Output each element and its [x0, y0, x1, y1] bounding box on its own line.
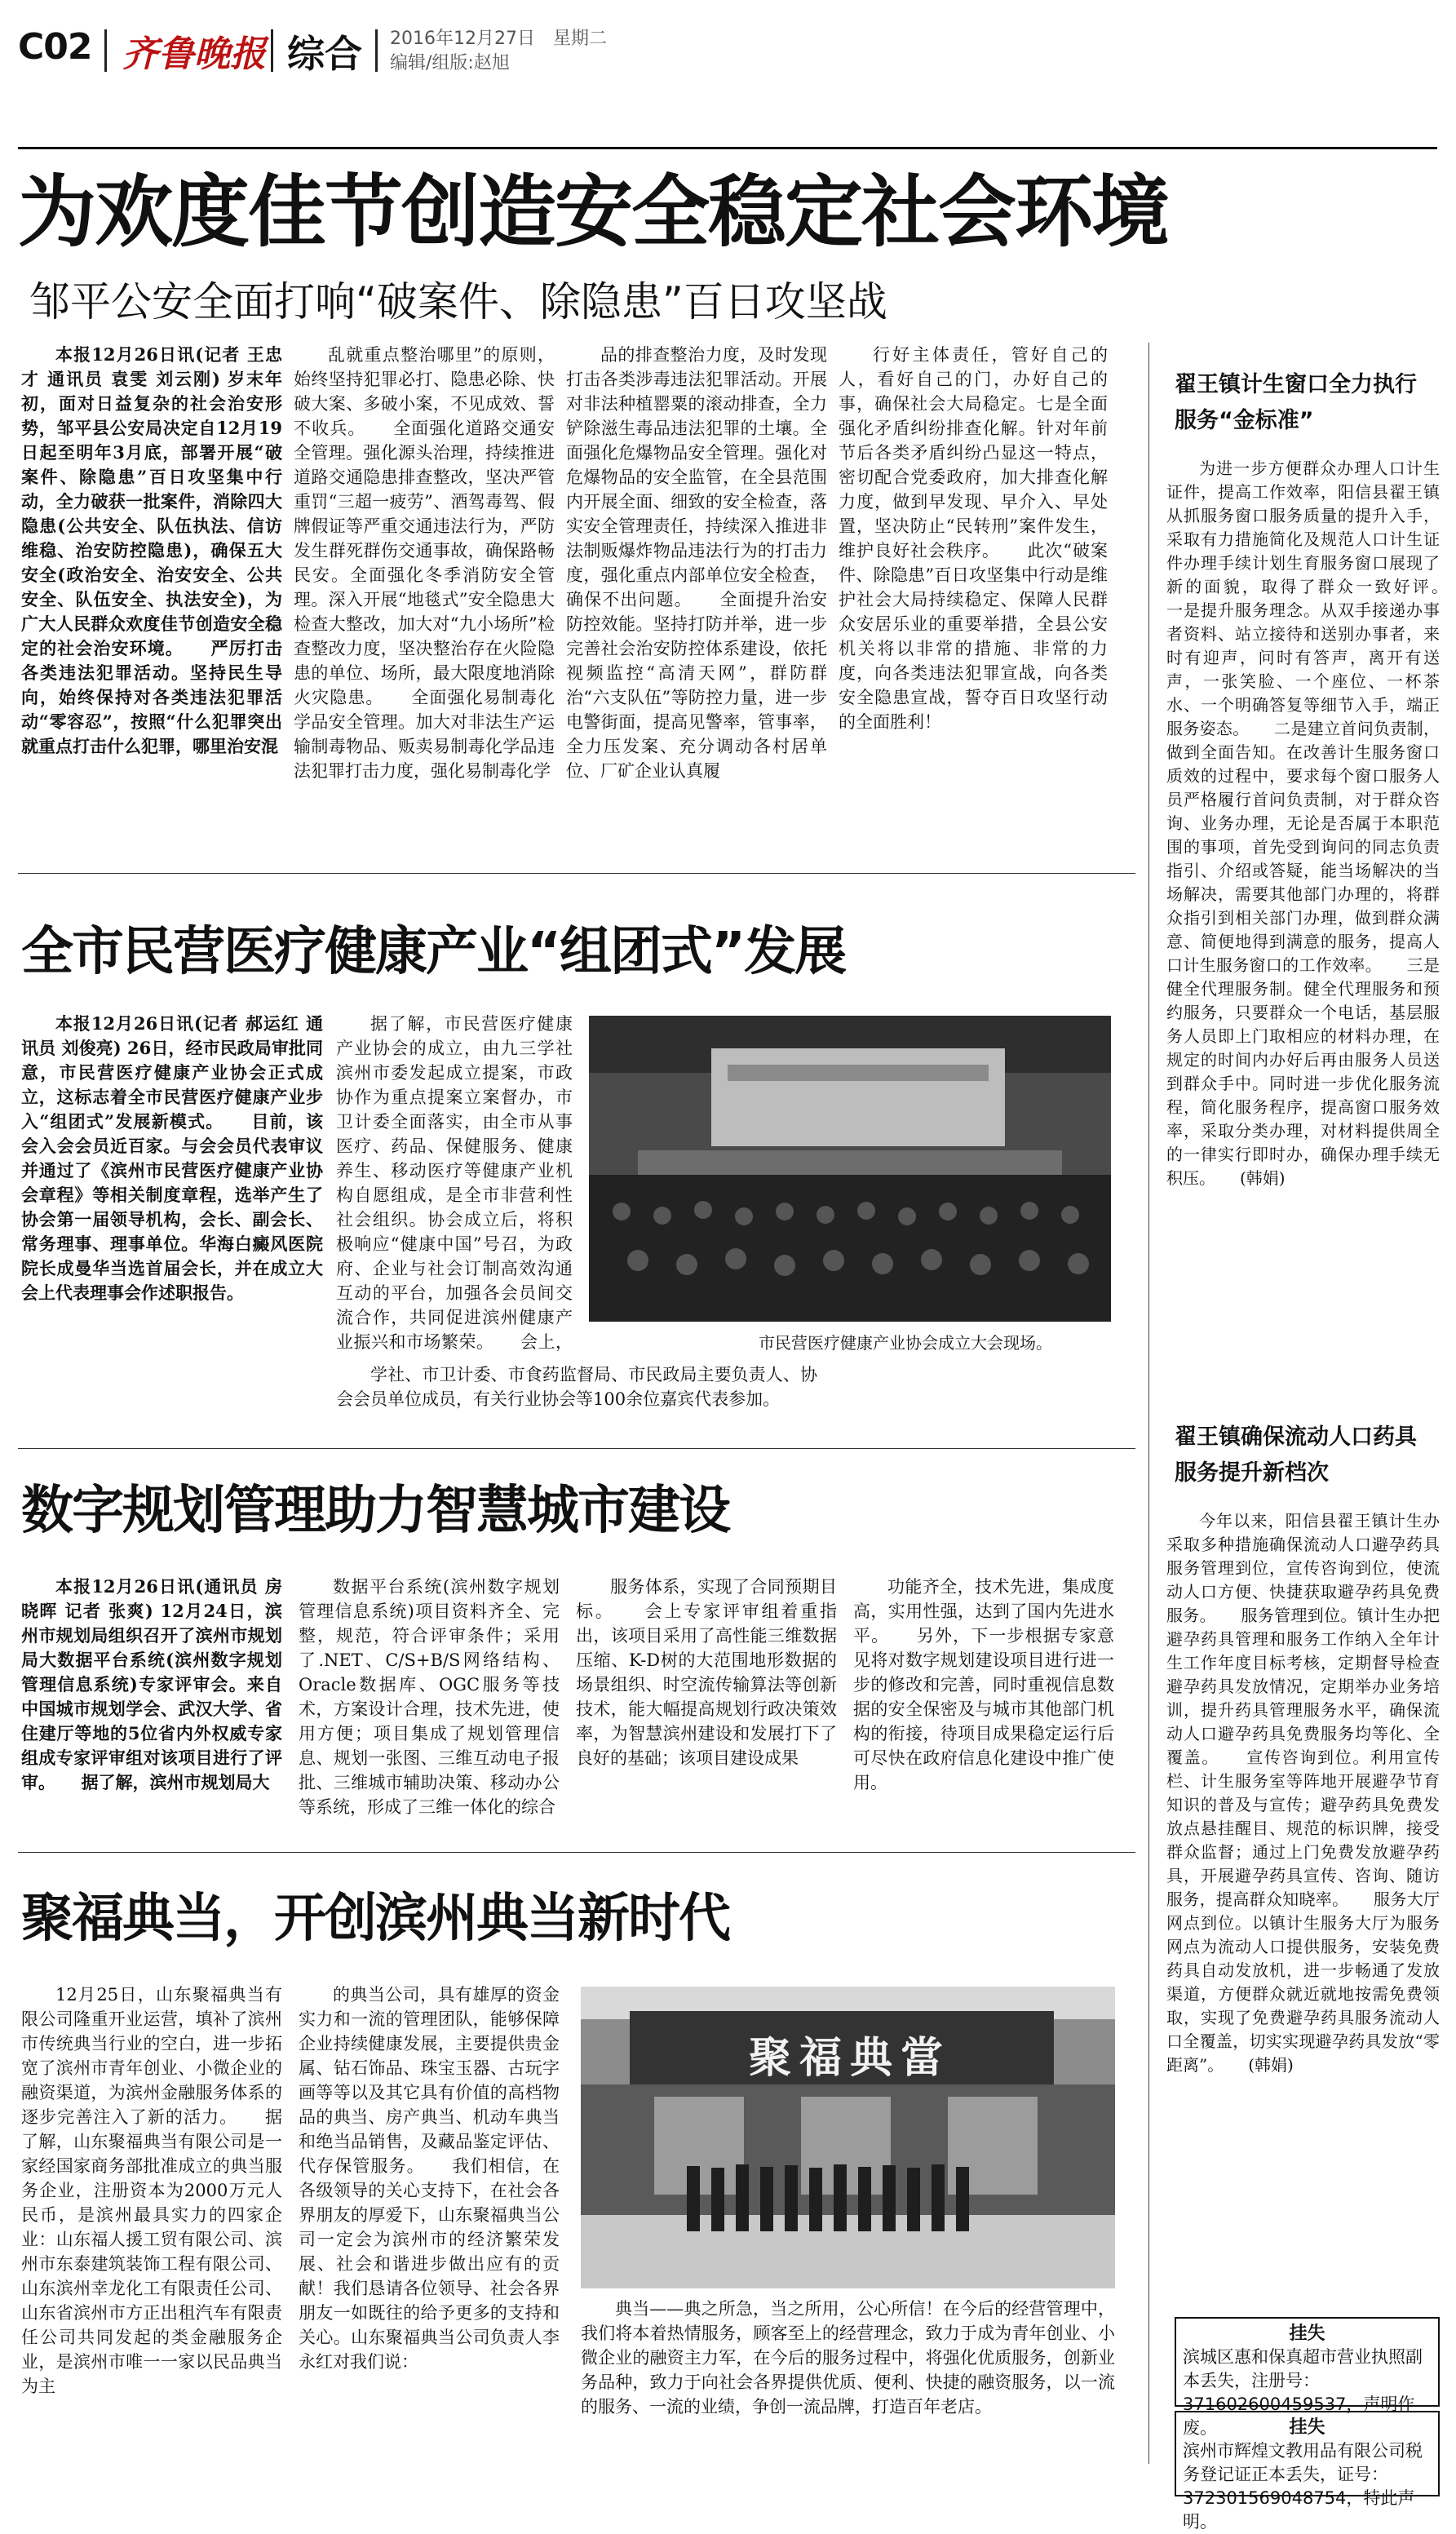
notice-title: 挂失	[1289, 2417, 1325, 2438]
sidebar-rule	[1148, 343, 1149, 2464]
lost-notice	[1175, 2411, 1440, 2532]
header-divider	[375, 29, 378, 72]
storefront-photo	[581, 1987, 1115, 2288]
header-divider	[271, 29, 273, 72]
section-name: 综合	[287, 32, 362, 76]
sidebar-article2-title: 翟王镇确保流动人口药具服务提升新档次	[1175, 1424, 1417, 1486]
article1-column: 乱就重点整治哪里”的原则，始终坚持犯罪必打、隐患必除、快破大案、多破小案，不见成效、誓不收兵。 全面强化道路交通安全管理。强化源头治理，持续推进道路交通隐患排查整改，坚决严管重罚“三超一疲劳”、酒驾毒驾、假牌假证等严重交通违法行为，严防发生群死群伤交通事故，确保路畅民安。全面强化冬季消防安全管理。深入开展“地毯式”安全隐患大检查大整改，加大对“九小场所”检查整改力度，坚决整治存在火险隐患的单位、场所，最大限度地消除火灾隐患。 全面强化易制毒化学品安全管理。加大对非法生产运输制毒物品、贩卖易制毒化学品违法犯罪打击力度，强化易制毒化学	[294, 345, 555, 781]
section-divider	[18, 873, 1135, 874]
sidebar-article2-body: 今年以来，阳信县翟王镇计生办采取多种措施确保流动人口避孕药具服务管理到位，宣传咨询到位，使流动人口方便、快捷获取避孕药具免费服务。 服务管理到位。镇计生办把避孕药具管理和服务工作纳入全年计生工作年度目标考核，定期督导检查避孕药具发放情况，定期举办业务培训，提升药具管理服务水平，确保流动人口避孕药具免费服务均等化、全覆盖。 宣传咨询到位。利用宣传栏、计生服务室等阵地开展避孕节育知识的普及与宣传；避孕药具免费发放点悬挂醒目、规范的标识牌，接受群众监督；通过上门免费发放避孕药具，开展避孕药具宣传、咨询、随访服务，提高群众知晓率。 服务大厅网点到位。以镇计生服务大厅为服务网点为流动人口提供服务，安装免费药具自动发放机，进一步畅通了发放渠道，方便群众就近就地按需免费领取，实现了免费避孕药具服务流动人口全覆盖，切实实现避孕药具发放“零距离”。 (韩娟)	[1166, 1511, 1440, 2075]
article2-title: 全市民营医疗健康产业“组团式”发展	[21, 922, 846, 982]
newspaper-logo: 齐鲁晚报	[122, 33, 266, 75]
article4-column: 典当——典之所急，当之所用，公心所信！在今后的经营管理中，我们将本着热情服务，顾客至上的经营理念，致力于成为青年创业、小微企业的融资主力军，在今后的服务过程中，将强化优质服务，创新业务品种，致力于向社会各界提供优质、便利、快捷的融资服务，以一流的服务、一流的业绩，争创一流品牌，打造百年老店。	[581, 2299, 1115, 2417]
article3-column: 本报12月26日讯(通讯员 房晓晖 记者 张爽) 12月24日，滨州市规划局组织召开了滨州市规划局大数据平台系统(滨州数字规划管理信息系统)专家评审会。来自中国城市规划学会、武汉大学、省住建厅等地的5位省内外权威专家组成专家评审组对该项目进行了评审。 据了解，滨州市规划局大	[21, 1576, 282, 1792]
article1-subtitle: 邹平公安全面打响“破案件、除隐患”百日攻坚战	[29, 278, 887, 326]
issue-date: 2016年12月27日 星期二	[390, 29, 607, 49]
notice-body: 滨州市辉煌文教用品有限公司税务登记证正本丢失，证号：372301569048754，特此声明。	[1183, 2441, 1423, 2532]
article3-column: 数据平台系统(滨州数字规划管理信息系统)项目资料齐全、完整，规范，符合评审条件；采用了.NET、C/S+B/S网络结构、Oracle数据库、OGC服务等技术，方案设计合理，技术先进，使用方便；项目集成了规划管理信息、规划一张图、三维互动电子报批、三维城市辅助决策、移动办公等系统，形成了三维一体化的综合	[299, 1577, 560, 1817]
header-divider	[104, 29, 107, 72]
section-divider	[18, 1448, 1135, 1449]
article3-title: 数字规划管理助力智慧城市建设	[21, 1481, 729, 1541]
sidebar-article1-body: 为进一步方便群众办理人口计生证件，提高工作效率，阳信县翟王镇从抓服务窗口服务质量的提升入手，采取有力措施简化及规范人口计生证件办理手续计划生育服务窗口展现了新的面貌，取得了群众一致好评。 一是提升服务理念。从双手接递办事者资料、站立接待和送别办事者，来时有迎声，问时有答声，离开有送声，一张笑脸、一个座位、一杯茶水、一个明确答复等细节入手，端正服务姿态。 二是建立首问负责制，做到全面告知。在改善计生服务窗口质效的过程中，要求每个窗口服务人员严格履行首问负责制，对于群众咨询、业务办理，无论是否属于本职范围的事项，首先受到询问的同志负责指引、介绍或答疑，能当场解决的当场解决，需要其他部门办理的，将群众指引到相关部门办理，做到群众满意、简便地得到满意的服务，提高人口计生服务窗口的工作效率。 三是健全代理服务制。健全代理服务和预约服务，只要群众一个电话，基层服务人员即上门取相应的材料办理，在规定的时间内办好后再由服务人员送到群众手中。同时进一步优化服务流程，简化服务程序，提高窗口服务效率，采取分类办理，对材料提供周全的一律实行即时办，确保办理手续无积压。 (韩娟)	[1166, 459, 1440, 1188]
article1-column: 品的排查整治力度，及时发现打击各类涉毒违法犯罪活动。开展对非法种植罂粟的滚动排查，全力铲除滋生毒品违法犯罪的土壤。全面强化危爆物品安全管理。强化对危爆物品的安全监管，在全县范围内开展全面、细致的安全检查，落实安全管理责任，持续深入推进非法制贩爆炸物品违法行为的打击力度，强化重点内部单位安全检查，确保不出问题。 全面提升治安防控效能。坚持打防并举，进一步完善社会治安防控体系建设，依托视频监控“高清天网”，群防群治“六支队伍”等防控力量，进一步电警街面，提高见警率，管事率，全力压发案、充分调动各村居单位、厂矿企业认真履	[566, 345, 827, 781]
lost-notice	[1175, 2317, 1440, 2438]
article1-column: 行好主体责任，管好自己的人，看好自己的门，办好自己的事，确保社会大局稳定。七是全面强化矛盾纠纷排查化解。针对年前节后各类矛盾纠纷凸显这一特点，密切配合党委政府，加大排查化解力度，做到早发现、早介入、早处置，坚决防止“民转刑”案件发生，维护良好社会秩序。 此次“破案件、除隐患”百日攻坚集中行动是维护社会大局持续稳定、保障人民群众安居乐业的重要举措，全县公安机关将以非常的措施、非常的力度，向各类违法犯罪宣战，向各类安全隐患宣战，誓夺百日攻坚行动的全面胜利！	[839, 345, 1108, 732]
editor-line: 编辑/组版:赵旭	[390, 53, 510, 73]
article2-column: 据了解，市民营医疗健康产业协会的成立，由九三学社滨州市委发起成立提案，市政协作为重点提案立案督办，市卫计委全面落实，由全市从事医疗、药品、保健服务、健康养生、移动医疗等健康产业机构自愿组成，是全市非营利性社会组织。协会成立后，将积极响应“健康中国”号召，为政府、企业与社会订制高效沟通互动的平台，加强各会员间交流合作，共同促进滨州健康产业振兴和市场繁荣。 会上，	[336, 1014, 573, 1352]
article3-column: 功能齐全，技术先进，集成度高，实用性强，达到了国内先进水平。 另外，下一步根据专家意见将对数字规划建设项目进行进一步的修改和完善，同时重视信息数据的安全保密及与城市其他部门机构的衔接，待项目成果稳定运行后可尽快在政府信息化建设中推广使用。	[853, 1577, 1114, 1792]
article4-column: 12月25日，山东聚福典当有限公司隆重开业运营，填补了滨州市传统典当行业的空白，进一步拓宽了滨州市青年创业、小微企业的融资渠道，为滨州金融服务体系的逐步完善注入了新的活力。 据了解，山东聚福典当有限公司是一家经国家商务部批准成立的典当服务企业，注册资本为2000万元人民币，是滨州最具实力的四家企业：山东福人援工贸有限公司、滨州市东泰建筑装饰工程有限公司、山东滨州幸龙化工有限责任公司、山东省滨州市方正出租汽车有限责任公司共同发起的类金融服务企业，是滨州市唯一一家以民品典当为主	[21, 1985, 282, 2396]
header-rule	[18, 147, 1437, 149]
article1-title: 为欢度佳节创造安全稳定社会环境	[18, 166, 1168, 258]
article1-column: 本报12月26日讯(记者 王忠才 通讯员 袁雯 刘云刚) 岁末年初，面对日益复杂的社会治安形势，邹平县公安局决定自12月19日起至明年3月底，部署开展“破案件、除隐患”百日攻坚集中行动，全力破获一批案件，消除四大隐患(公共安全、队伍执法、信访维稳、治安防控隐患)，确保五大安全(政治安全、治安安全、公共安全、队伍安全、执法安全)，为广大人民群众欢度佳节创造安全稳定的社会治安环境。 严厉打击各类违法犯罪活动。坚持民生导向，始终保持对各类违法犯罪活动“零容忍”，按照“什么犯罪突出就重点打击什么犯罪，哪里治安混	[21, 344, 282, 756]
article4-column: 的典当公司，具有雄厚的资金实力和一流的管理团队，能够保障企业持续健康发展，主要提供贵金属、钻石饰品、珠宝玉器、古玩字画等等以及其它具有价值的高档物品的典当、房产典当、机动车典当和绝当品销售，及藏品鉴定评估、代存保管服务。 我们相信，在各级领导的关心支持下，在社会各界朋友的厚爱下，山东聚福典当公司一定会为滨州市的经济繁荣发展、社会和谐进步做出应有的贡献！我们恳请各位领导、社会各界朋友一如既往的给予更多的支持和关心。山东聚福典当公司负责人李永红对我们说：	[299, 1985, 560, 2372]
article3-column: 服务体系，实现了合同预期目标。 会上专家评审组着重指出，该项目采用了高性能三维数据压缩、K-D树的大范围地形数据的场景组织、时空流传输算法等创新技术，能大幅提高规划行政决策效率，为智慧滨州建设和发展打下了良好的基础；该项目建设成果	[576, 1577, 837, 1768]
store-sign: 聚福典當	[748, 2034, 951, 2083]
photo-caption: 市民营医疗健康产业协会成立大会现场。	[759, 1333, 1052, 1353]
section-divider	[18, 1852, 1135, 1853]
notice-title: 挂失	[1289, 2324, 1325, 2344]
article2-column: 本报12月26日讯(记者 郝运红 通讯员 刘俊亮) 26日，经市民政局审批同意，市民营医疗健康产业协会正式成立，这标志着全市民营医疗健康产业步入“组团式”发展新模式。 目前，该会入会会员近百家。与会会员代表审议并通过了《滨州市民营医疗健康产业协会章程》等相关制度章程，选举产生了协会第一届领导机构，会长、副会长、常务理事、理事单位。华海白癜风医院院长成曼华当选首届会长，并在成立大会上代表理事会作述职报告。	[21, 1013, 323, 1303]
meeting-photo	[589, 1016, 1111, 1322]
sidebar-article1-title: 翟王镇计生窗口全力执行服务“金标准”	[1175, 372, 1417, 433]
notice-body: 滨城区惠和保真超市营业执照副本丢失，注册号：371602600459537，声明作废。	[1183, 2347, 1423, 2438]
page-number: C02	[18, 26, 92, 68]
article2-column: 学社、市卫计委、市食药监督局、市民政局主要负责人、协会会员单位成员，有关行业协会等100余位嘉宾代表参加。	[336, 1365, 817, 1409]
article4-title: 聚福典当，开创滨州典当新时代	[21, 1889, 729, 1949]
